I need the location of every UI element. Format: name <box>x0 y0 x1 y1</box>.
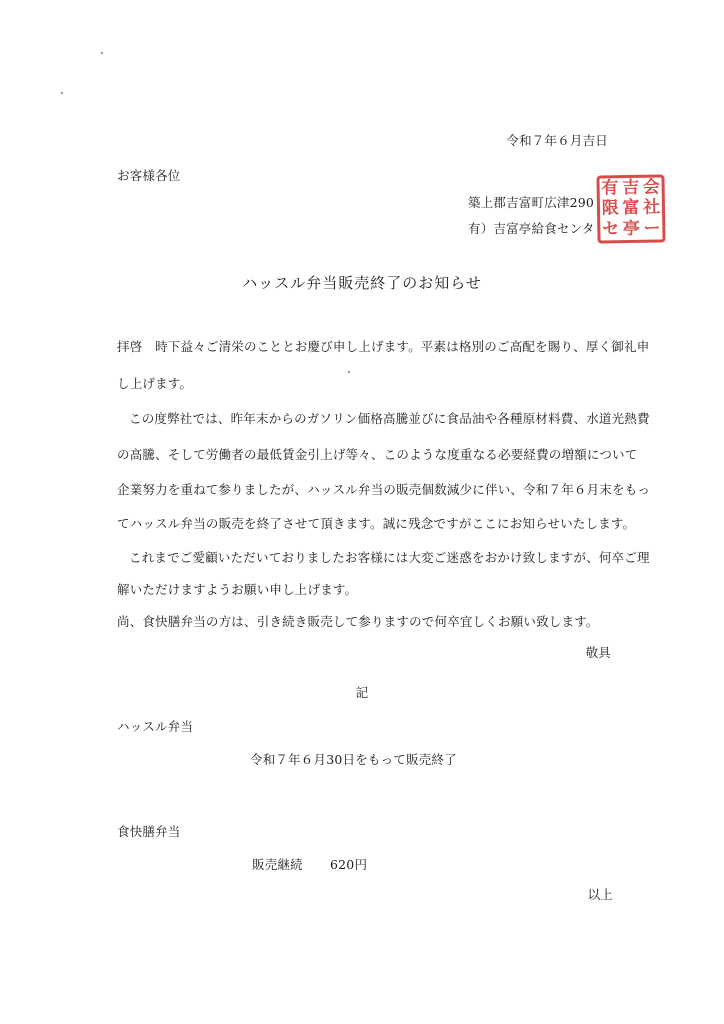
body-line: の高騰、そして労働者の最低賃金引上げ等々、このような度重なる必要経費の増額について <box>117 447 638 462</box>
sender-address: 築上郡吉富町広津290 <box>468 195 595 210</box>
sender-name: 有）吉富亭給食センタ <box>468 221 595 236</box>
item-detail: 販売継続 <box>252 857 303 872</box>
stamp-char: 有 <box>601 178 619 199</box>
stamp-char: 限 <box>601 198 619 219</box>
ki-heading: 記 <box>355 685 369 700</box>
scan-speck <box>101 52 103 54</box>
scan-speck <box>348 371 350 373</box>
item-price: 620円 <box>330 857 368 872</box>
body-line: 解いただけますようお願い申し上げます。 <box>117 582 358 597</box>
body-line: これまでご愛顧いただいておりましたお客様には大変ご迷惑をおかけ致しますが、何卒ご理 <box>129 550 650 565</box>
body-line: し上げます。 <box>117 376 193 391</box>
stamp-char: 会 <box>642 177 660 198</box>
document-date: 令和７年６月吉日 <box>506 133 608 148</box>
stamp-char: 吉 <box>621 177 640 198</box>
body-line: 拝啓 時下益々ご清栄のこととお慶び申し上げます。平素は格別のご高配を賜り、厚く御礼申 <box>117 339 650 354</box>
company-seal-stamp <box>596 174 665 243</box>
end-ijo: 以上 <box>587 887 613 902</box>
document-title: ハッスル弁当販売終了のお知らせ <box>242 274 482 292</box>
body-line: この度弊社では、昨年末からのガソリン価格高騰並びに食品油や各種原材料費、水道光熱費 <box>129 411 650 426</box>
addressee: お客様各位 <box>117 168 181 183</box>
body-line: てハッスル弁当の販売を終了させて頂きます。誠に残念ですがここにお知らせいたします。 <box>117 516 636 531</box>
item-name: 食快膳弁当 <box>117 824 181 839</box>
item-name: ハッスル弁当 <box>117 719 194 734</box>
stamp-char: 亭 <box>622 219 641 240</box>
closing-keigu: 敬具 <box>585 645 611 660</box>
stamp-char: 社 <box>642 197 661 219</box>
item-detail: 令和７年６月30日をもって販売終了 <box>250 752 457 767</box>
stamp-char: ー <box>643 218 661 239</box>
body-line: 企業努力を重ねて参りましたが、ハッスル弁当の販売個数減少に伴い、令和７年６月末をもっ <box>117 482 651 497</box>
scan-speck <box>61 92 63 94</box>
body-line: 尚、食快膳弁当の方は、引き続き販売して参りますので何卒宜しくお願い致します。 <box>117 614 599 629</box>
stamp-char: 富 <box>622 198 640 219</box>
stamp-char: セ <box>602 219 620 240</box>
